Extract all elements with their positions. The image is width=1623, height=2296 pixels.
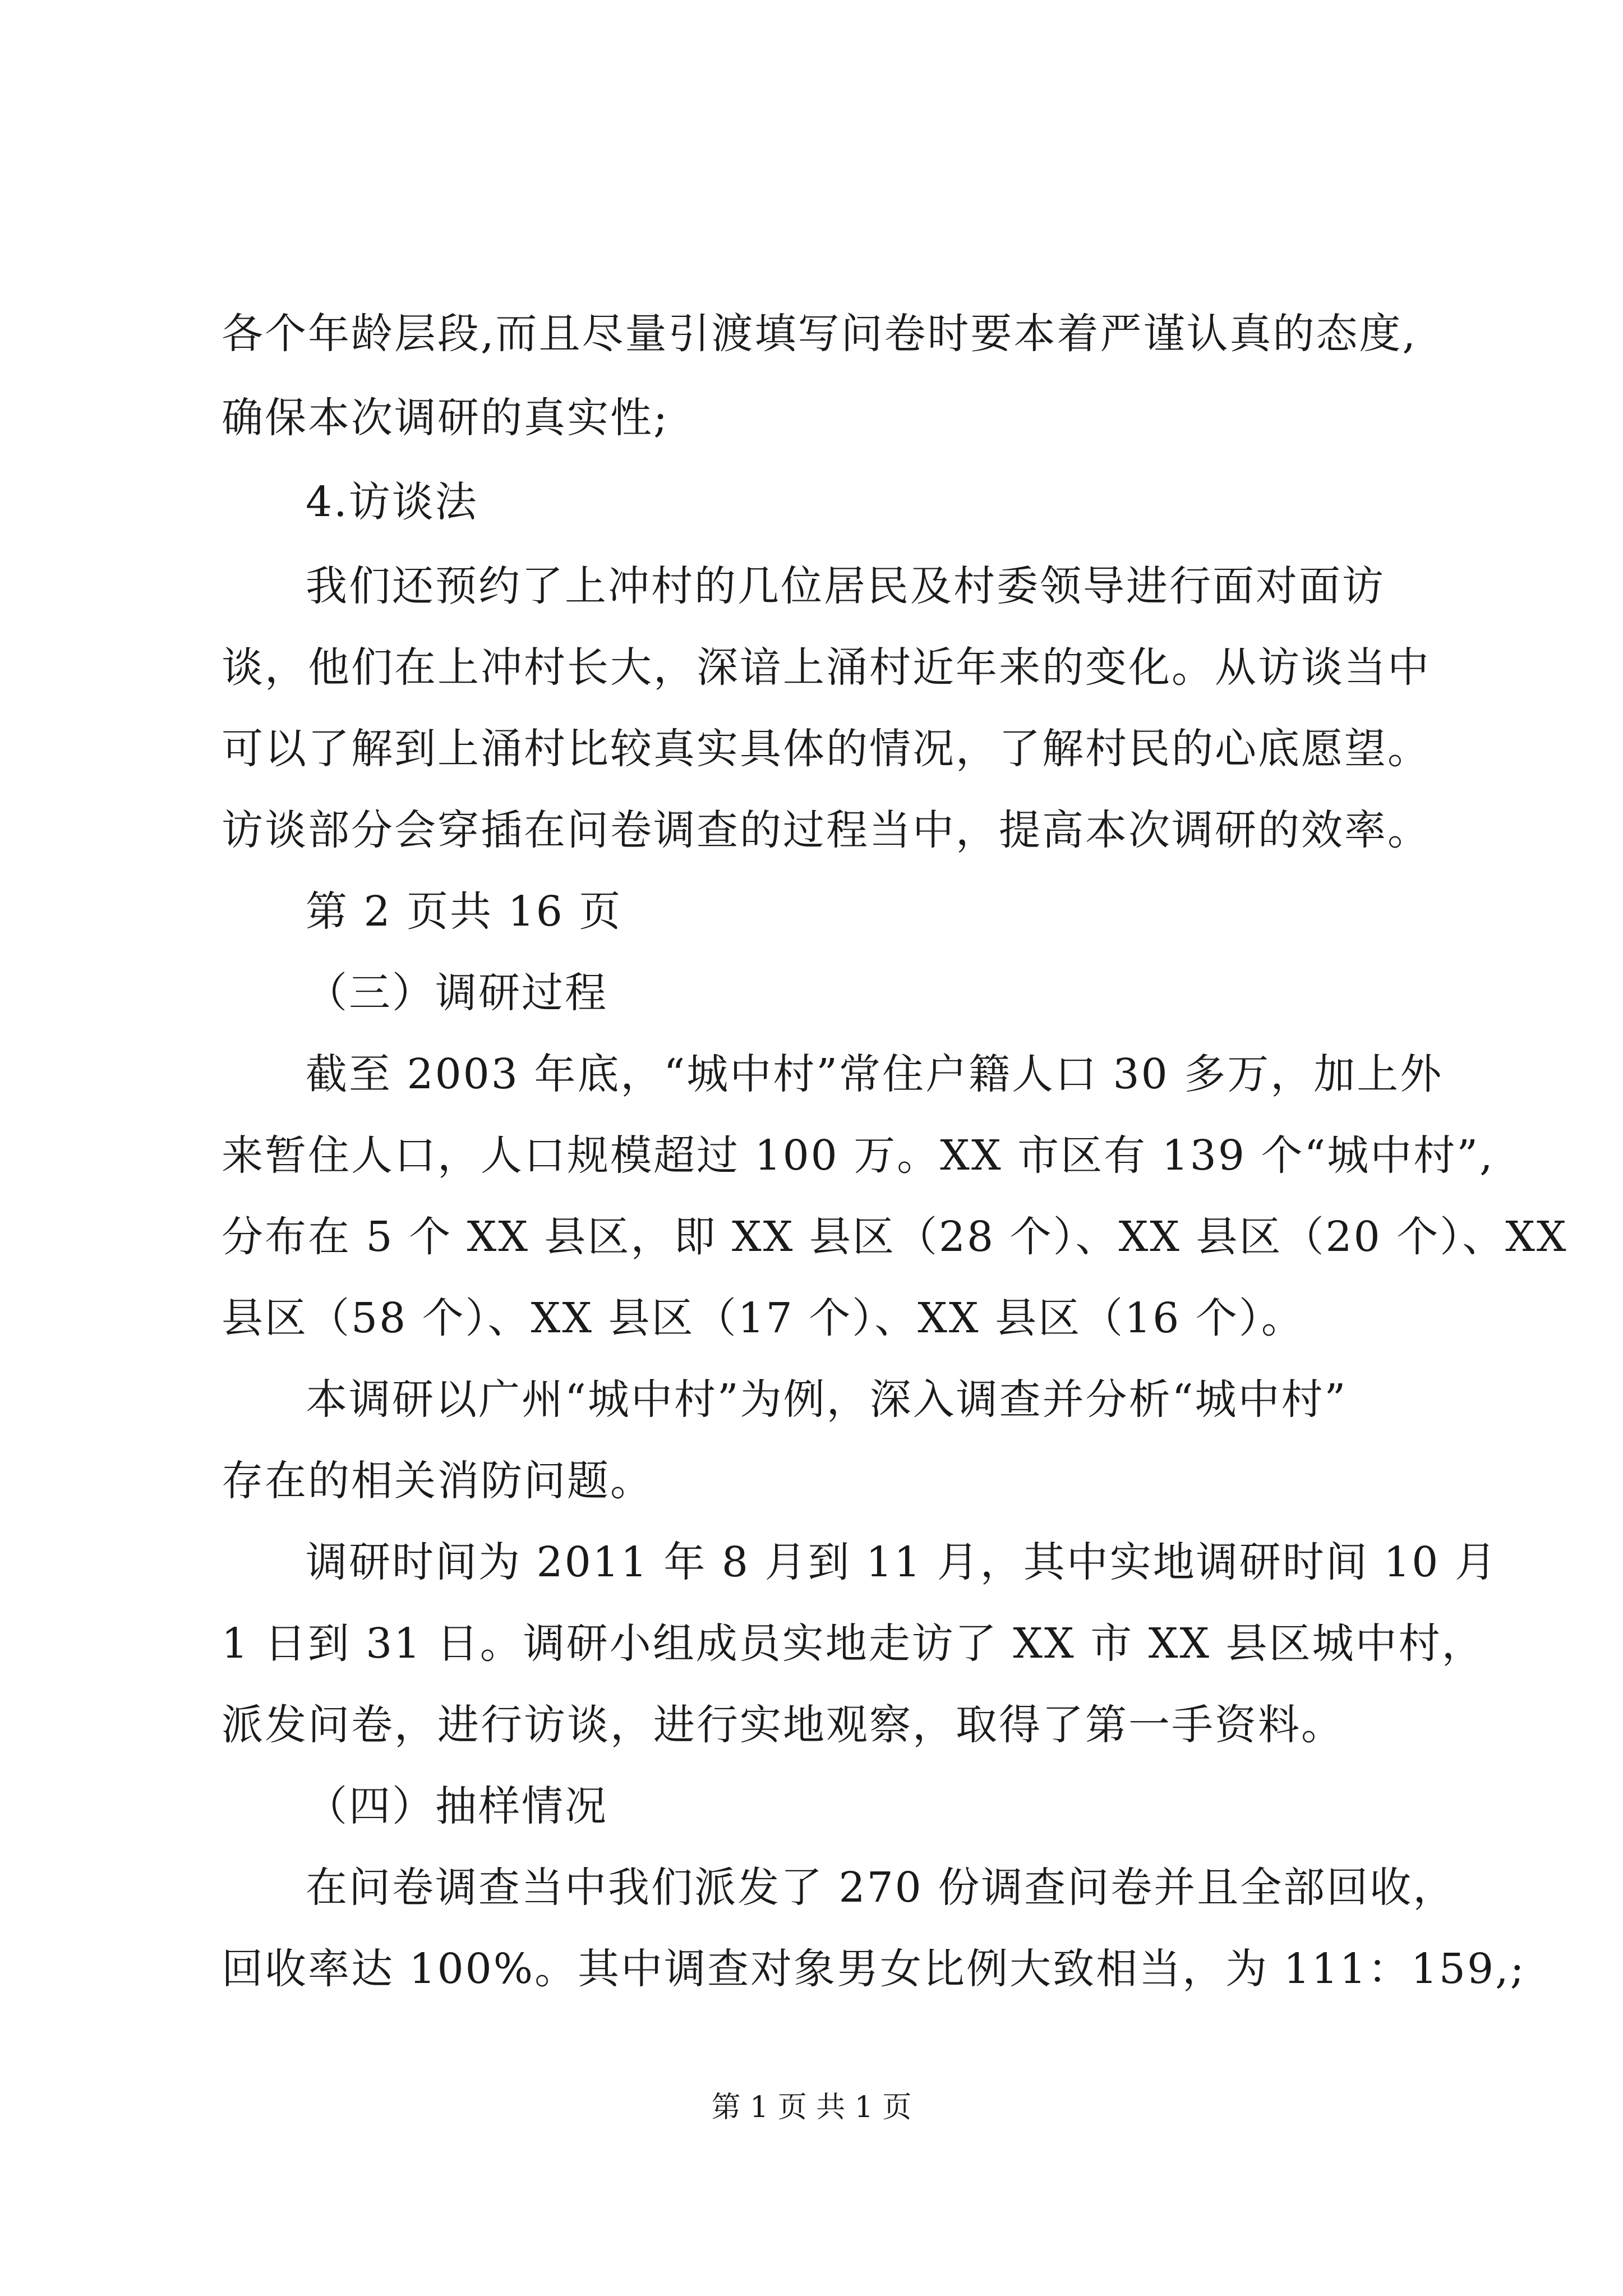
text-line: 回收率达 100%。其中调查对象男女比例大致相当，为 111：159,; — [222, 1945, 1526, 1993]
page-footer: 第 1 页 共 1 页 — [711, 2091, 912, 2124]
text-line: 调研时间为 2011 年 8 月到 11 月，其中实地调研时间 10 月 — [306, 1538, 1498, 1586]
text-line: 谈，他们在上冲村长大，深谙上涌村近年来的变化。从访谈当中 — [222, 643, 1431, 692]
text-line: 1 日到 31 日。调研小组成员实地走访了 XX 市 XX 县区城中村， — [222, 1619, 1485, 1668]
text-line: 派发问卷，进行访谈，进行实地观察，取得了第一手资料。 — [222, 1701, 1344, 1749]
text-line: 确保本次调研的真实性; — [222, 394, 669, 442]
text-line: 我们还预约了上冲村的几位居民及村委领导进行面对面访 — [306, 562, 1385, 610]
text-line: 可以了解到上涌村比较真实具体的情况，了解村民的心底愿望。 — [222, 725, 1431, 773]
section-heading: （四）抽样情况 — [306, 1782, 608, 1830]
text-line: 各个年龄层段,而且尽量引渡填写问卷时要本着严谨认真的态度, — [222, 310, 1418, 358]
text-line: 分布在 5 个 XX 县区，即 XX 县区（28 个）、XX 县区（20 个）、XX — [222, 1213, 1568, 1261]
page-marker: 第 2 页共 16 页 — [306, 887, 623, 936]
text-line: 县区（58 个）、XX 县区（17 个）、XX 县区（16 个）。 — [222, 1294, 1304, 1342]
text-line: 访谈部分会穿插在问卷调查的过程当中，提高本次调研的效率。 — [222, 806, 1431, 854]
text-line: 在问卷调查当中我们派发了 270 份调查问卷并且全部回收， — [306, 1864, 1456, 1912]
text-line: 存在的相关消防问题。 — [222, 1457, 653, 1505]
text-line: 本调研以广州“城中村”为例，深入调查并分析“城中村” — [306, 1375, 1348, 1424]
section-heading: （三）调研过程 — [306, 969, 608, 1017]
section-heading: 4.访谈法 — [306, 478, 478, 526]
text-line: 截至 2003 年底，“城中村”常住户籍人口 30 多万，加上外 — [306, 1050, 1444, 1098]
text-line: 来暂住人口，人口规模超过 100 万。XX 市区有 139 个“城中村”, — [222, 1131, 1495, 1180]
